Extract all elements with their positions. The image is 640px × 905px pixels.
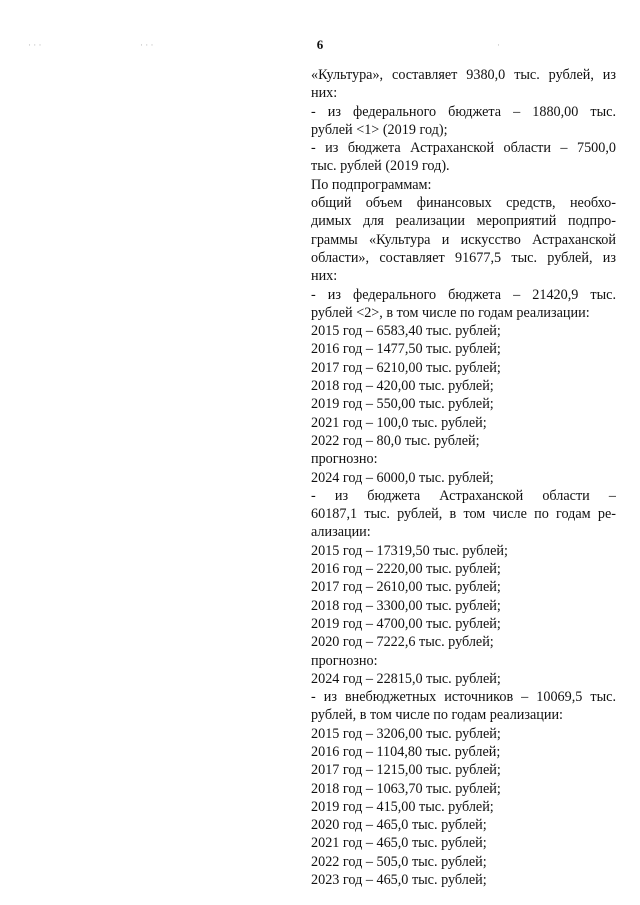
text-line: димых для реализации мероприятий подпро- <box>311 213 616 230</box>
text-line: 2019 год – 415,00 тыс. рублей; <box>311 798 494 815</box>
scan-speck: · <box>497 40 500 50</box>
text-line: рублей, в том числе по годам реализации: <box>311 707 563 724</box>
text-line: 2024 год – 6000,0 тыс. рублей; <box>311 469 494 486</box>
text-line: «Культура», составляет 9380,0 тыс. рублей, из <box>311 67 616 83</box>
text-line: 2016 год – 1104,80 тыс. рублей; <box>311 743 501 760</box>
text-line: - из федерального бюджета – 1880,00 тыс. <box>311 103 616 120</box>
text-line: 2018 год – 420,00 тыс. рублей; <box>311 378 494 395</box>
text-line: - из федерального бюджета – 21420,9 тыс. <box>311 286 616 303</box>
text-line: 2015 год – 3206,00 тыс. рублей; <box>311 725 501 742</box>
text-line: 2016 год – 2220,00 тыс. рублей; <box>311 561 501 578</box>
text-line: них: <box>311 268 338 285</box>
text-line: рублей <2>, в том числе по годам реализации: <box>311 304 590 321</box>
text-line: них: <box>311 85 338 102</box>
text-line: 2015 год – 6583,40 тыс. рублей; <box>311 323 501 340</box>
text-line: прогнозно: <box>311 451 378 468</box>
text-line: области», составляет 91677,5 тыс. рублей, из <box>311 249 616 266</box>
text-line: - из внебюджетных источников – 10069,5 тыс. <box>311 689 616 706</box>
text-line: 60187,1 тыс. рублей, в том числе по годам ре- <box>311 506 616 523</box>
text-line: общий объем финансовых средств, необхо- <box>311 195 616 212</box>
page-number: 6 <box>316 37 324 52</box>
text-line: 2018 год – 3300,00 тыс. рублей; <box>311 597 501 614</box>
text-line: 2022 год – 80,0 тыс. рублей; <box>311 432 480 449</box>
text-line: 2017 год – 1215,00 тыс. рублей; <box>311 762 501 779</box>
text-line: 2017 год – 6210,00 тыс. рублей; <box>311 359 501 376</box>
text-line: 2019 год – 4700,00 тыс. рублей; <box>311 615 501 632</box>
text-line: 2022 год – 505,0 тыс. рублей; <box>311 853 487 870</box>
text-line: 2018 год – 1063,70 тыс. рублей; <box>311 780 501 797</box>
text-line: 2020 год – 465,0 тыс. рублей; <box>311 817 487 834</box>
text-line: 2023 год – 465,0 тыс. рублей; <box>311 872 487 889</box>
text-line: 2017 год – 2610,00 тыс. рублей; <box>311 579 501 596</box>
text-line: граммы «Культура и искусство Астраханской <box>311 231 616 248</box>
text-line: 2015 год – 17319,50 тыс. рублей; <box>311 542 508 559</box>
scan-speck: · · · <box>28 40 42 50</box>
text-line: 2021 год – 465,0 тыс. рублей; <box>311 835 487 852</box>
text-line: 2024 год – 22815,0 тыс. рублей; <box>311 670 501 687</box>
text-line: - из бюджета Астраханской области – 7500,0 <box>311 140 616 157</box>
document-body <box>311 66 616 889</box>
text-line: 2021 год – 100,0 тыс. рублей; <box>311 414 487 431</box>
text-line: 2020 год – 7222,6 тыс. рублей; <box>311 634 494 651</box>
text-line: 2016 год – 1477,50 тыс. рублей; <box>311 341 501 358</box>
text-line: рублей <1> (2019 год); <box>311 121 448 138</box>
text-line: ализации: <box>311 524 371 541</box>
text-line: тыс. рублей (2019 год). <box>311 158 450 175</box>
text-line: прогнозно: <box>311 652 378 669</box>
text-line: 2019 год – 550,00 тыс. рублей; <box>311 396 494 413</box>
scan-speck: · · · <box>140 40 154 50</box>
text-line: - из бюджета Астраханской области – <box>311 487 616 504</box>
text-line: По подпрограммам: <box>311 176 432 193</box>
